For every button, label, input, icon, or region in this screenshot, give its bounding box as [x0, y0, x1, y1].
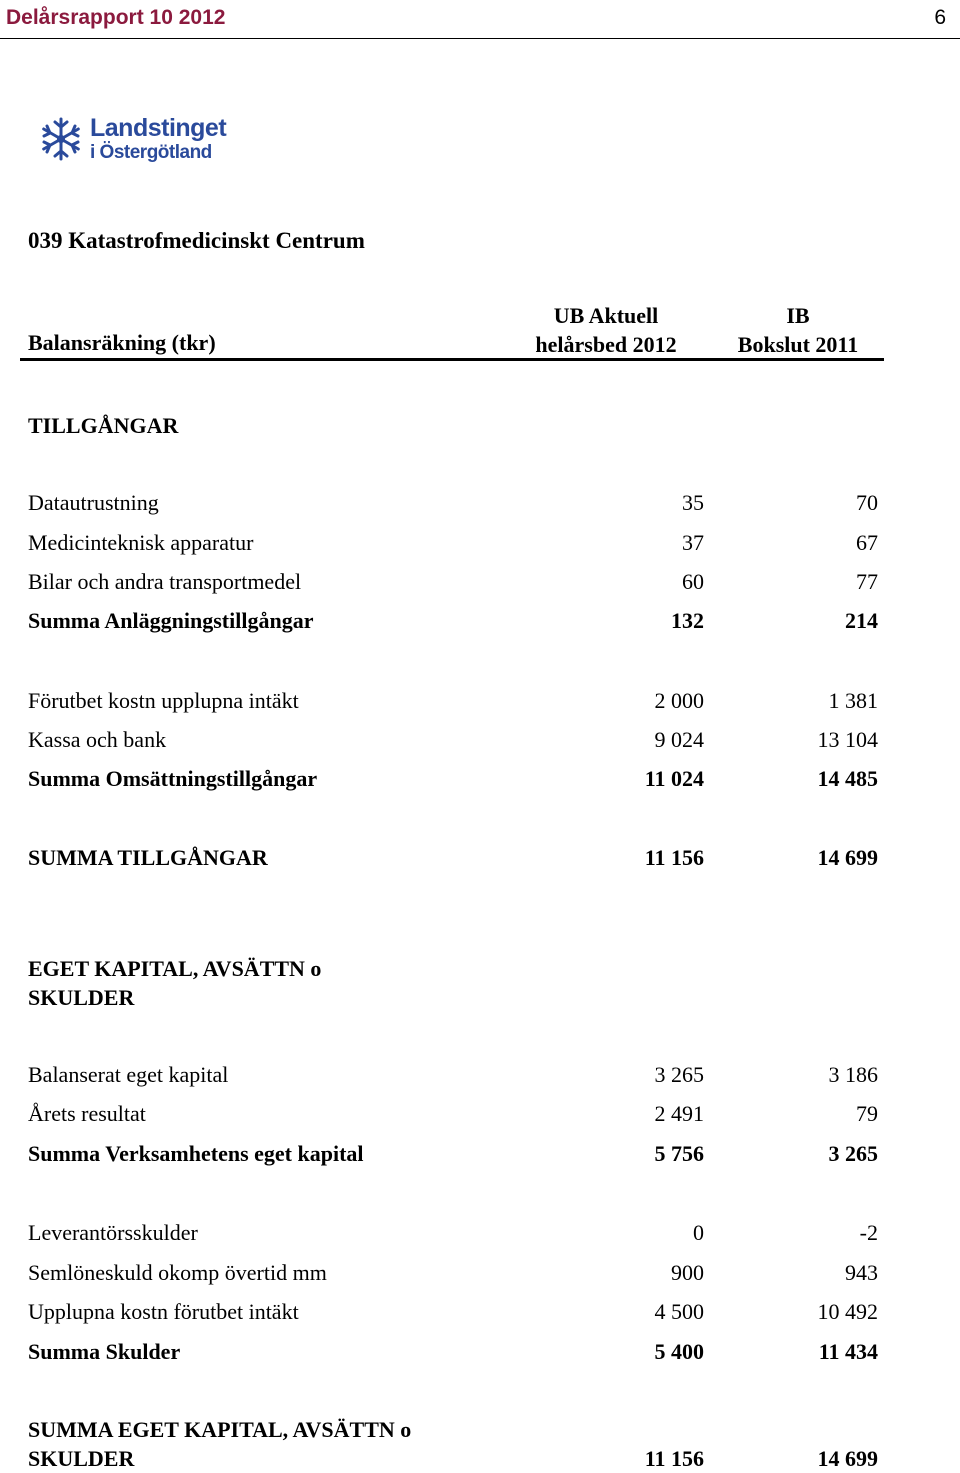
table-row — [28, 1101, 880, 1131]
row-value-previous: 10 492 — [817, 1299, 878, 1324]
row-label: Medicinteknisk apparatur — [28, 530, 254, 555]
table-row — [28, 569, 880, 599]
table-row — [28, 530, 880, 560]
row-label: Årets resultat — [28, 1101, 146, 1126]
logo-text-line1: Landstinget — [90, 114, 227, 142]
row-value-previous: 14 699 — [817, 845, 878, 870]
table-row — [28, 727, 880, 757]
organization-logo — [38, 114, 238, 168]
row-value-current: 132 — [671, 608, 704, 633]
row-label: Bilar och andra transportmedel — [28, 569, 302, 594]
row-value-previous: 67 — [856, 530, 878, 555]
table-row — [28, 1299, 880, 1329]
section-title-assets: TILLGÅNGAR — [28, 413, 179, 438]
row-value-previous: 3 265 — [828, 1141, 878, 1166]
row-label: Summa Anläggningstillgångar — [28, 608, 314, 633]
grand-total-value-previous: 14 699 — [817, 1446, 878, 1471]
row-value-current: 4 500 — [654, 1299, 704, 1324]
column-header-previous — [706, 301, 890, 359]
row-value-previous: 1 381 — [828, 688, 878, 713]
column-header-current-line2: helårsbed 2012 — [535, 332, 677, 357]
row-value-current: 2 000 — [654, 688, 704, 713]
row-label: Upplupna kostn förutbet intäkt — [28, 1299, 299, 1324]
row-label: Summa Verksamhetens eget kapital — [28, 1141, 364, 1166]
grand-total-label — [28, 1415, 411, 1473]
section-title-line1: EGET KAPITAL, AVSÄTTN o — [28, 956, 322, 981]
snowflake-logo-icon — [38, 116, 84, 162]
row-label: Leverantörsskulder — [28, 1220, 198, 1245]
row-value-previous: 3 186 — [828, 1062, 878, 1087]
row-value-previous: 11 434 — [818, 1339, 878, 1364]
row-value-current: 2 491 — [654, 1101, 704, 1126]
subtotal-row — [28, 608, 880, 638]
table-row — [28, 1260, 880, 1290]
row-value-previous: 14 485 — [817, 766, 878, 791]
subtotal-row — [28, 766, 880, 796]
row-value-previous: 77 — [856, 569, 878, 594]
page-header — [0, 0, 960, 39]
row-value-current: 35 — [682, 490, 704, 515]
subtotal-row — [28, 1141, 880, 1171]
row-value-current: 0 — [693, 1220, 704, 1245]
grand-total-label-line1: SUMMA EGET KAPITAL, AVSÄTTN o — [28, 1417, 412, 1442]
column-header-previous-line1: IB — [786, 303, 810, 328]
page-number: 6 — [934, 6, 946, 29]
row-value-current: 37 — [682, 530, 704, 555]
table-title: Balansräkning (tkr) — [28, 330, 216, 355]
section-title-line2: SKULDER — [28, 985, 135, 1010]
row-value-previous: 13 104 — [817, 727, 878, 752]
row-label: Datautrustning — [28, 490, 159, 515]
table-row — [28, 1062, 880, 1092]
row-value-current: 5 400 — [654, 1339, 704, 1364]
column-header-previous-line2: Bokslut 2011 — [737, 332, 859, 357]
table-row — [28, 490, 880, 520]
report-title: Delårsrapport 10 2012 — [6, 6, 226, 29]
row-value-previous: 214 — [845, 608, 878, 633]
row-value-previous: -2 — [859, 1220, 878, 1245]
row-label: SUMMA TILLGÅNGAR — [28, 845, 268, 870]
row-value-current: 9 024 — [654, 727, 704, 752]
unit-title: 039 Katastrofmedicinskt Centrum — [28, 228, 365, 253]
grand-total-label-line2: SKULDER — [28, 1446, 135, 1471]
column-header-current — [508, 301, 704, 359]
total-row — [28, 845, 880, 875]
table-row — [28, 688, 880, 718]
header-divider — [20, 358, 884, 361]
row-label: Kassa och bank — [28, 727, 167, 752]
row-value-current: 60 — [682, 569, 704, 594]
row-value-current: 11 156 — [644, 845, 704, 870]
row-label: Förutbet kostn upplupna intäkt — [28, 688, 299, 713]
logo-text-line2: i Östergötland — [90, 142, 212, 163]
column-header-current-line1: UB Aktuell — [553, 303, 659, 328]
row-label: Semlöneskuld okomp övertid mm — [28, 1260, 327, 1285]
grand-total-row — [28, 1415, 880, 1473]
row-value-current: 900 — [671, 1260, 704, 1285]
grand-total-value-current: 11 156 — [644, 1446, 704, 1471]
row-label: Summa Skulder — [28, 1339, 181, 1364]
row-label: Summa Omsättningstillgångar — [28, 766, 318, 791]
row-label: Balanserat eget kapital — [28, 1062, 229, 1087]
row-value-previous: 943 — [845, 1260, 878, 1285]
row-value-current: 3 265 — [654, 1062, 704, 1087]
section-title-liabilities — [28, 954, 321, 1012]
row-value-previous: 70 — [856, 490, 878, 515]
subtotal-row — [28, 1339, 880, 1369]
row-value-current: 5 756 — [654, 1141, 704, 1166]
table-row — [28, 1220, 880, 1250]
row-value-previous: 79 — [856, 1101, 878, 1126]
row-value-current: 11 024 — [644, 766, 704, 791]
